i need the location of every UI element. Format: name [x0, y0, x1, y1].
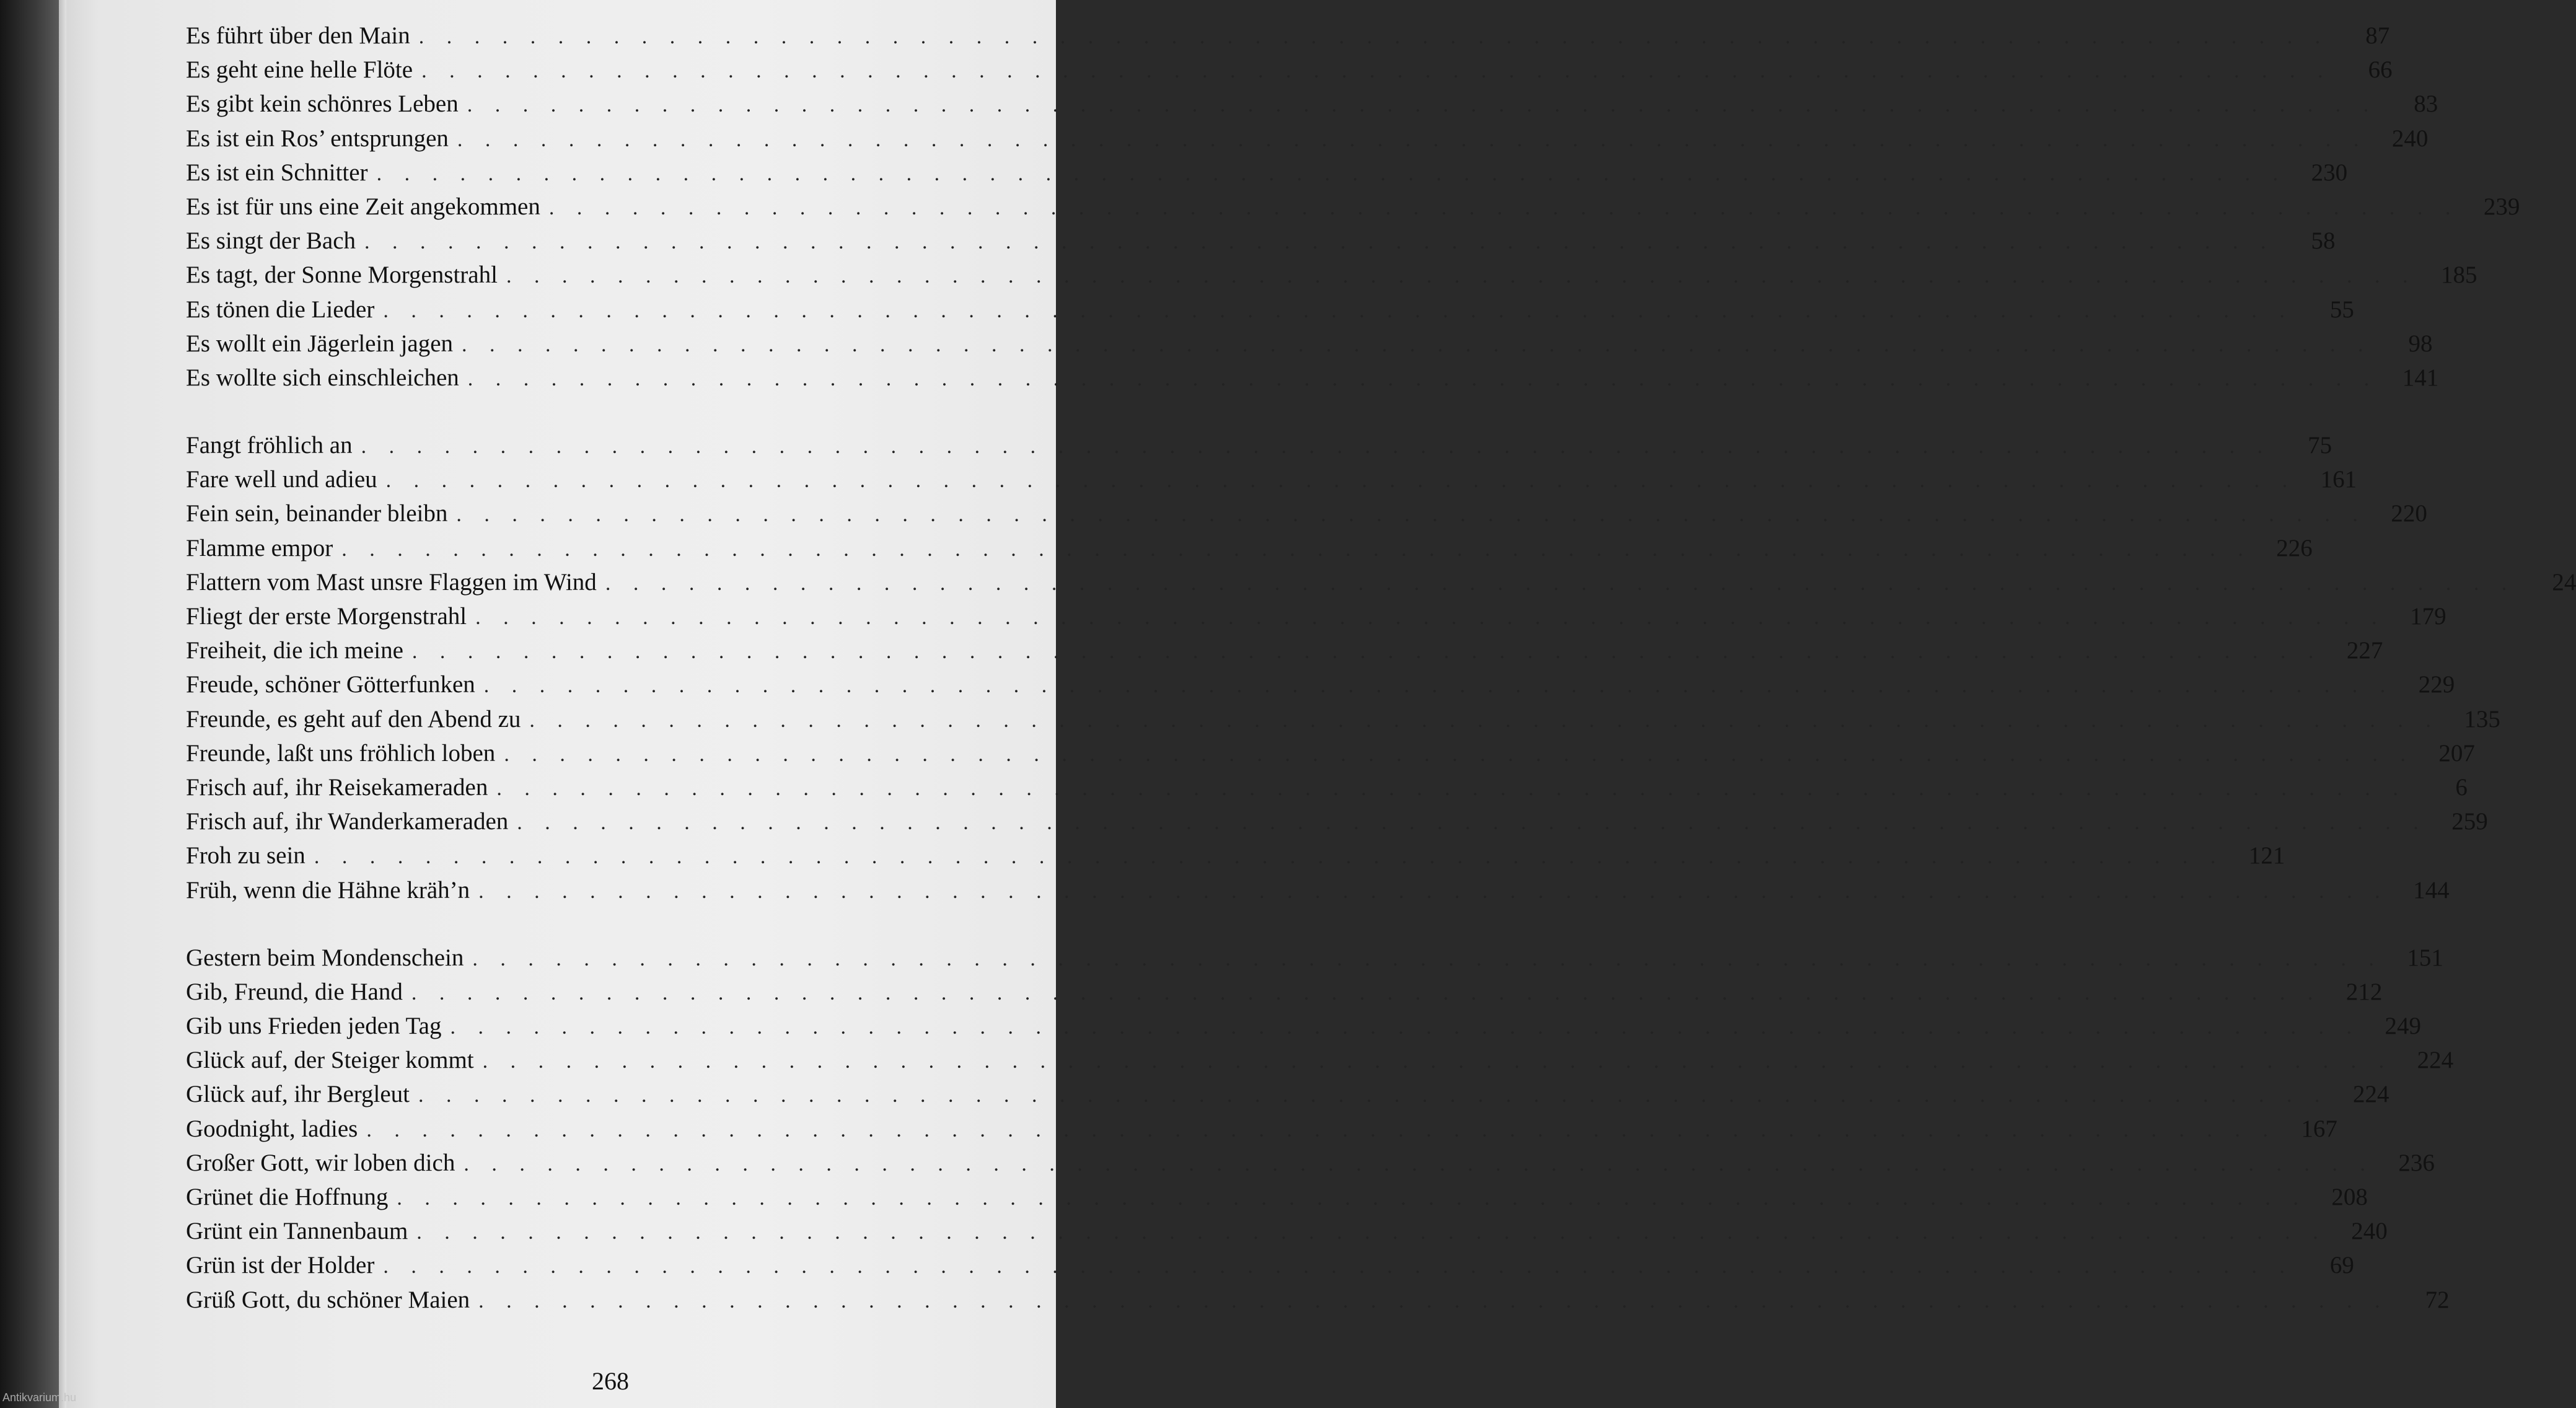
entry-page-number: 220: [2391, 500, 2427, 527]
dot-leader: [478, 874, 2389, 909]
dot-leader: [506, 259, 2417, 293]
entry-title: Großer Gott, wir loben dich: [186, 1149, 455, 1176]
index-entry: [186, 531, 2313, 565]
entry-title: Früh, wenn die Hähne kräh’n: [186, 876, 470, 904]
index-entry: [186, 224, 2336, 258]
dot-leader: [478, 1284, 2389, 1318]
dot-leader: [386, 464, 2297, 498]
index-entry: [186, 1248, 2354, 1282]
entry-page-number: 249: [2385, 1013, 2421, 1040]
index-entry: [186, 496, 2427, 530]
index-entry: [186, 941, 2443, 975]
index-section-g: [186, 941, 2454, 1317]
entry-title: Es tagt, der Sonne Morgenstrahl: [186, 262, 498, 289]
entry-page-number: 24: [2552, 568, 2576, 596]
dot-leader: [450, 1010, 2360, 1044]
entry-page-number: 229: [2418, 671, 2455, 698]
index-section-f: [186, 428, 2576, 907]
entry-page-number: 224: [2353, 1081, 2389, 1108]
dot-leader: [383, 294, 2293, 328]
entry-title: Es ist ein Ros’ entsprungen: [186, 125, 449, 152]
entry-title: Froh zu sein: [186, 842, 306, 869]
entry-title: Flamme empor: [186, 534, 333, 561]
song-index: [186, 19, 2576, 1350]
page-number: 268: [592, 1367, 629, 1395]
dot-leader: [366, 1113, 2277, 1147]
entry-title: Es wollte sich einschleichen: [186, 364, 459, 391]
dot-leader: [457, 123, 2368, 157]
entry-title: Fare well und adieu: [186, 466, 377, 493]
index-entry: [186, 156, 2348, 190]
dot-leader: [475, 601, 2386, 635]
entry-title: Fangt fröhlich an: [186, 432, 353, 459]
index-entry: [186, 258, 2477, 292]
entry-page-number: 87: [2365, 22, 2390, 49]
entry-title: Es gibt kein schönres Leben: [186, 90, 459, 118]
dot-leader: [529, 703, 2440, 737]
index-entry: [186, 361, 2439, 395]
dot-leader: [504, 737, 2414, 772]
entry-title: Goodnight, ladies: [186, 1115, 358, 1142]
index-entry: [186, 327, 2433, 361]
dot-leader: [377, 157, 2287, 191]
entry-page-number: 161: [2320, 466, 2357, 493]
index-entry: [186, 565, 2576, 599]
entry-page-number: 236: [2398, 1149, 2435, 1176]
entry-page-number: 83: [2414, 90, 2438, 118]
index-entry: [186, 599, 2446, 633]
dot-leader: [314, 840, 2225, 874]
entry-title: Glück auf, ihr Bergleut: [186, 1081, 410, 1108]
entry-page-number: 240: [2391, 125, 2429, 152]
entry-title: Freunde, es geht auf den Abend zu: [186, 705, 521, 733]
entry-page-number: 135: [2464, 705, 2500, 733]
index-entry: [186, 1009, 2421, 1043]
dot-leader: [517, 806, 2427, 840]
index-entry: [186, 1283, 2450, 1317]
dot-leader: [464, 1147, 2374, 1181]
entry-page-number: 212: [2345, 978, 2383, 1005]
entry-title: Gib uns Frieden jeden Tag: [186, 1013, 442, 1040]
dot-leader: [361, 429, 2272, 464]
dot-leader: [364, 225, 2275, 259]
entry-page-number: 230: [2311, 159, 2348, 186]
entry-page-number: 55: [2329, 296, 2354, 323]
entry-page-number: 141: [2402, 364, 2439, 391]
entry-page-number: 58: [2311, 227, 2336, 255]
dot-leader: [467, 88, 2378, 122]
index-entry: [186, 428, 2332, 462]
entry-title: Fein sein, beinander bleibn: [186, 500, 448, 527]
entry-title: Grünt ein Tannenbaum: [186, 1218, 408, 1245]
index-entry: [186, 190, 2520, 224]
index-entry: [186, 667, 2455, 702]
entry-page-number: 227: [2346, 637, 2383, 664]
entry-title: Fliegt der erste Morgenstrahl: [186, 603, 467, 630]
entry-page-number: 121: [2248, 842, 2285, 869]
entry-title: Grün ist der Holder: [186, 1252, 375, 1279]
dot-leader: [419, 20, 2329, 54]
index-entry: [186, 1214, 2388, 1248]
dot-leader: [472, 942, 2383, 976]
entry-title: Es ist ein Schnitter: [186, 159, 368, 186]
index-entry: [186, 462, 2357, 496]
entry-page-number: 208: [2331, 1184, 2368, 1210]
index-entry: [186, 838, 2285, 873]
index-entry: [186, 702, 2500, 736]
index-entry: [186, 873, 2450, 907]
entry-title: Es geht eine helle Flöte: [186, 56, 413, 84]
entry-title: Gib, Freund, die Hand: [186, 978, 403, 1005]
index-entry: [186, 1146, 2435, 1180]
entry-title: Es ist für uns eine Zeit angekommen: [186, 193, 540, 220]
entry-title: Es tönen die Lieder: [186, 296, 375, 323]
entry-title: Freiheit, die ich meine: [186, 637, 403, 664]
entry-page-number: 98: [2408, 330, 2433, 357]
index-entry: [186, 1180, 2368, 1214]
dot-leader: [468, 362, 2378, 396]
entry-page-number: 226: [2276, 534, 2313, 561]
dot-leader: [383, 1249, 2293, 1283]
entry-title: Es wollt ein Jägerlein jagen: [186, 330, 454, 357]
entry-page-number: 75: [2308, 432, 2332, 459]
entry-page-number: 151: [2407, 944, 2443, 971]
index-entry: [186, 736, 2475, 770]
entry-page-number: 6: [2455, 773, 2468, 801]
index-entry: [186, 1043, 2454, 1077]
index-entry: [186, 1077, 2389, 1111]
index-entry: [186, 121, 2429, 156]
dot-leader: [456, 498, 2367, 532]
dot-leader: [341, 532, 2252, 566]
entry-title: Flattern vom Mast unsre Flaggen im Wind: [186, 568, 597, 596]
dot-leader: [605, 566, 2516, 601]
entry-page-number: 239: [2483, 193, 2520, 220]
dot-leader: [418, 1078, 2329, 1112]
dot-leader: [412, 635, 2323, 669]
index-entry: [186, 975, 2383, 1009]
entry-title: Freude, schöner Götterfunken: [186, 671, 475, 698]
book-spine-shadow: [0, 0, 59, 1408]
entry-page-number: 224: [2417, 1047, 2454, 1074]
entry-page-number: 66: [2368, 56, 2393, 84]
dot-leader: [483, 1044, 2393, 1078]
entry-page-number: 179: [2410, 603, 2446, 630]
entry-title: Es singt der Bach: [186, 227, 356, 255]
index-entry: [186, 293, 2354, 327]
entry-page-number: 69: [2329, 1252, 2354, 1279]
entry-title: Freunde, laßt uns fröhlich loben: [186, 739, 496, 767]
entry-page-number: 185: [2440, 262, 2477, 289]
entry-page-number: 167: [2301, 1115, 2337, 1142]
entry-page-number: 240: [2351, 1218, 2388, 1245]
index-entry: [186, 87, 2438, 121]
dot-leader: [421, 54, 2332, 88]
index-entry: [186, 1112, 2337, 1146]
entry-title: Grünet die Hoffnung: [186, 1184, 389, 1210]
entry-title: Frisch auf, ihr Wanderkameraden: [186, 808, 509, 835]
dot-leader: [549, 191, 2460, 225]
index-section-e: [186, 19, 2520, 395]
page-edge: [59, 0, 66, 1408]
dot-leader: [484, 669, 2394, 703]
entry-page-number: 144: [2413, 876, 2450, 904]
entry-page-number: 207: [2438, 739, 2475, 767]
index-entry: [186, 19, 2390, 53]
dot-leader: [416, 1215, 2327, 1249]
dot-leader: [496, 772, 2407, 806]
watermark: Antikvarium.hu: [2, 1391, 77, 1404]
book-page: [59, 0, 2576, 1408]
entry-title: Frisch auf, ihr Reisekameraden: [186, 773, 488, 801]
entry-title: Grüß Gott, du schöner Maien: [186, 1286, 470, 1313]
dot-leader: [462, 328, 2372, 362]
entry-title: Es führt über den Main: [186, 22, 410, 49]
index-entry: [186, 53, 2393, 87]
index-entry: [186, 633, 2383, 667]
dot-leader: [411, 976, 2322, 1010]
entry-page-number: 259: [2451, 808, 2488, 835]
index-entry: [186, 770, 2468, 804]
entry-page-number: 72: [2425, 1286, 2450, 1313]
entry-title: Gestern beim Mondenschein: [186, 944, 464, 971]
dot-leader: [397, 1181, 2307, 1215]
index-entry: [186, 804, 2488, 838]
entry-title: Glück auf, der Steiger kommt: [186, 1047, 474, 1074]
